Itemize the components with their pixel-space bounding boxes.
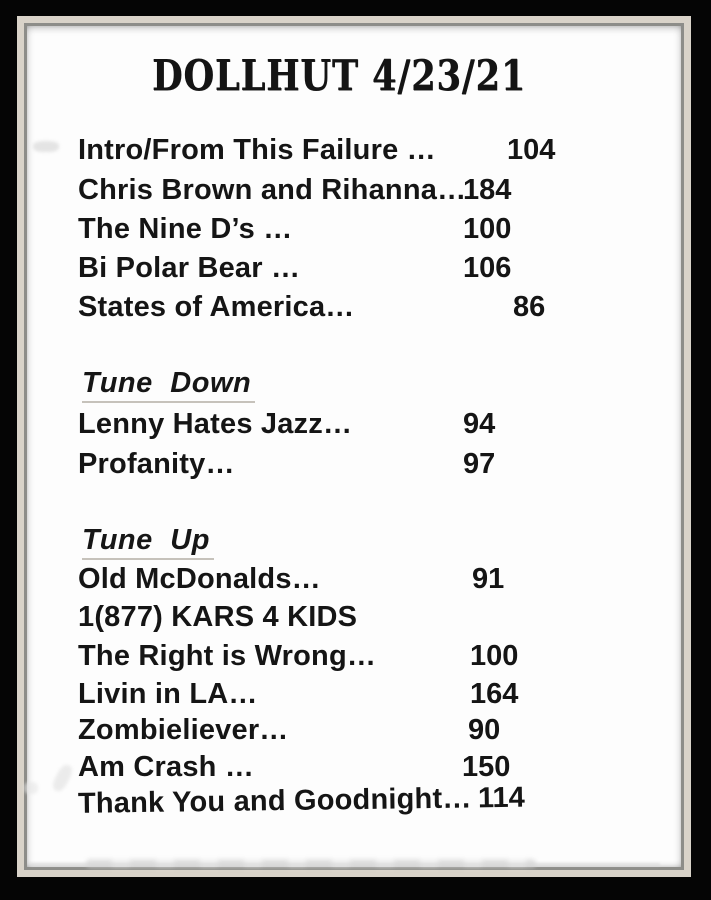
song-title: Zombieliever… [78, 714, 289, 746]
song-bpm: 91 [472, 563, 505, 595]
song-bpm: 100 [470, 640, 519, 672]
song-title: The Nine D’s … [78, 213, 293, 245]
setlist-row [0, 563, 711, 597]
song-bpm: 100 [463, 213, 512, 245]
song-bpm: 106 [463, 252, 512, 284]
song-title: Thank You and Goodnight… [77, 782, 472, 820]
setlist-row [0, 448, 711, 482]
scan-smudge [24, 782, 38, 794]
song-title: Profanity… [78, 448, 235, 480]
setlist-row [0, 779, 711, 823]
section-heading-tune-up: Tune Up [82, 524, 214, 560]
song-title: Am Crash … [78, 751, 255, 783]
setlist-row [0, 640, 711, 674]
setlist-row [0, 408, 711, 442]
song-title: Intro/From This Failure … [78, 134, 436, 166]
scan-shadow-line [30, 863, 660, 866]
song-title: The Right is Wrong… [78, 640, 377, 672]
setlist-row [0, 601, 711, 635]
song-bpm: 86 [513, 291, 546, 323]
setlist-row [0, 252, 711, 286]
setlist-row [0, 714, 711, 748]
song-bpm: 90 [468, 714, 501, 746]
song-bpm: 114 [477, 781, 525, 815]
setlist-row [0, 213, 711, 247]
section-heading-tune-down: Tune Down [82, 367, 255, 403]
song-title: States of America… [78, 291, 355, 323]
scan-smudge [33, 141, 59, 152]
song-title: Bi Polar Bear … [78, 252, 301, 284]
setlist-row [0, 291, 711, 325]
song-bpm: 164 [470, 678, 519, 710]
song-title: Chris Brown and Rihanna… [78, 174, 467, 206]
song-title: 1(877) KARS 4 KIDS [78, 601, 358, 633]
setlist-title: DOLLHUT 4/23/21 [152, 52, 527, 101]
song-bpm: 94 [463, 408, 496, 440]
song-bpm: 104 [507, 134, 556, 166]
setlist-row [0, 134, 711, 168]
song-title: Livin in LA… [78, 678, 258, 710]
song-bpm: 150 [462, 751, 511, 783]
song-title: Lenny Hates Jazz… [78, 408, 353, 440]
setlist-row [0, 678, 711, 712]
setlist-row [0, 174, 711, 208]
song-bpm: 184 [463, 174, 512, 206]
song-bpm: 97 [463, 448, 496, 480]
song-title: Old McDonalds… [78, 563, 321, 595]
